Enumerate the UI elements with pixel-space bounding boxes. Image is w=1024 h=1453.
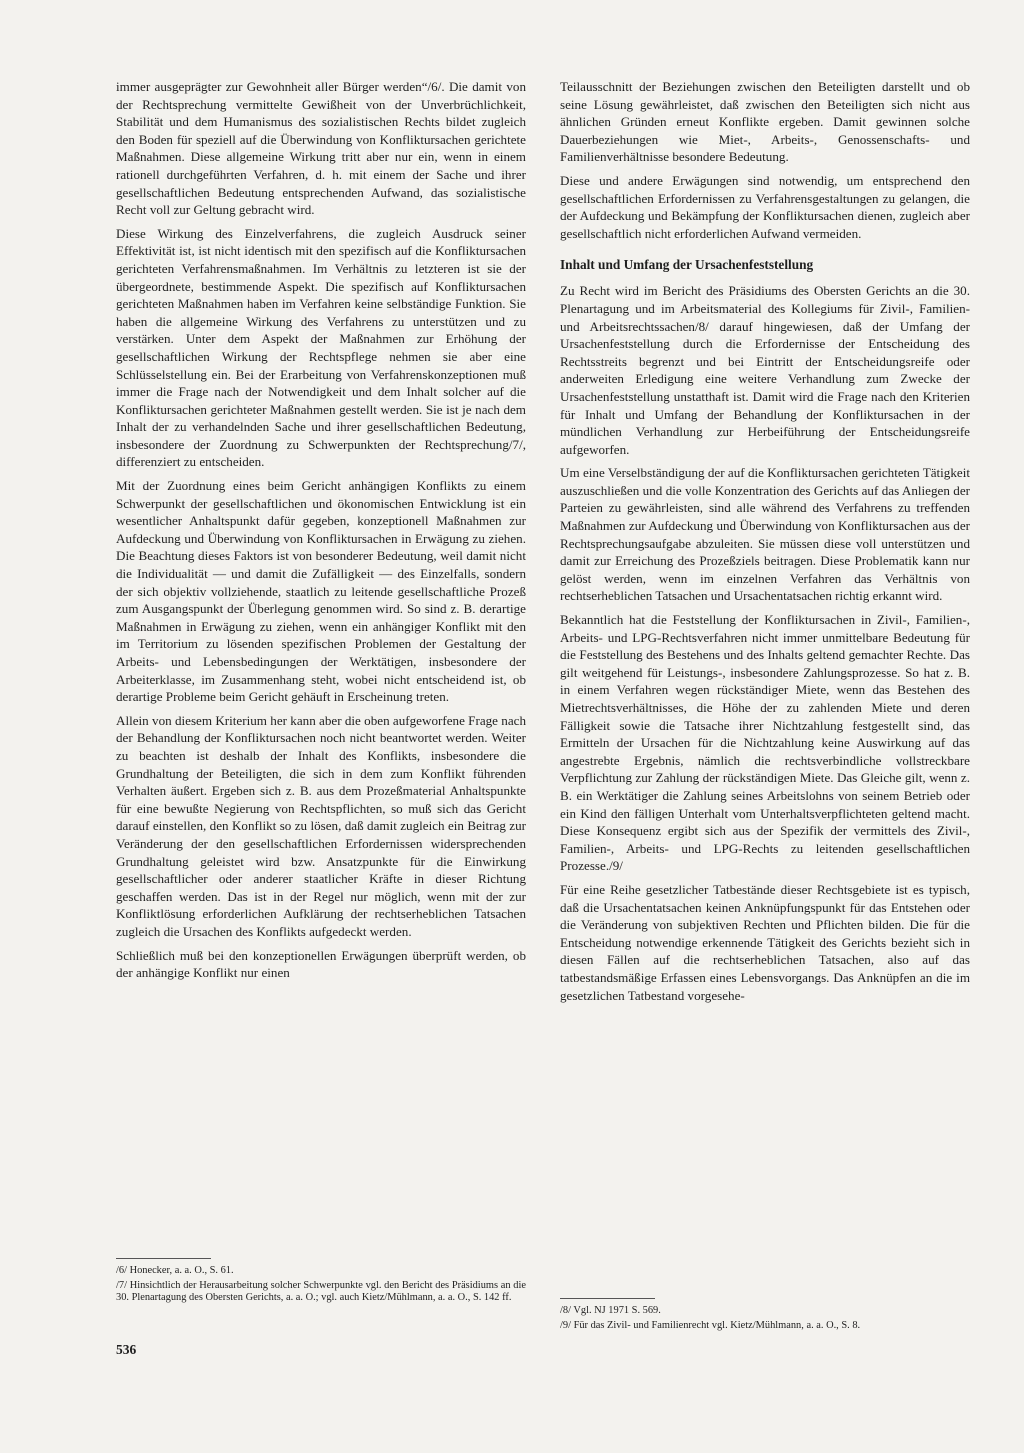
body-paragraph: Allein von diesem Kriterium her kann aber die oben aufgeworfene Frage nach der Behandlung der Konfliktursachen noch nicht beantwortet werden. Weiter zu beachten ist deshalb der Inhalt des Konflikts, insbesondere die Grundhaltung der Beteiligten, die sich in dem zum Konflikt führenden Verhalten äußert. Ergeben sich z. B. aus dem Prozeßmaterial Anhaltspunkte für eine bewußte Negierung von Rechtspflichten, so muß sich das Gericht darauf einstellen, den Konflikt so zu lösen, daß damit zugleich ein Beitrag zur Veränderung der den gesellschaftlichen Erfordernissen widersprechenden Grundhaltung geleistet wird bzw. Ansatzpunkte für die Einwirkung gesellschaftlicher oder anderer staatlicher Kräfte in dieser Richtung geschaffen werden. Das ist in der Regel nur möglich, wenn mit der zur Konfliktlösung erforderlichen Aufklärung der rechtserheblichen Tatsachen zugleich die Ursachen des Konflikts aufgedeckt werden. [116, 712, 526, 939]
page-number: 536 [116, 1342, 137, 1357]
footnote: /8/ Vgl. NJ 1971 S. 569. [560, 1305, 661, 1316]
body-paragraph: immer ausgeprägter zur Gewohnheit aller Bürger werden“/6/. Die damit von der Rechtsprechung vermittelte Gewißheit von der Unverbrüchlichkeit, Stabilität und dem Humanismus des sozialistischen Rechts bildet zugleich den Boden für speziell auf die Überwindung von Konfliktursachen gerichtete Maßnahmen. Diese allgemeine Wirkung tritt aber nur ein, wenn in einem rationell durchgeführten Verfahren, d. h. mit einem der Sache und ihrer gesellschaftlichen Bedeutung entsprechenden Aufwand, das sozialistische Recht voll zur Geltung gebracht wird. [116, 79, 526, 218]
footnote: /7/ Hinsichtlich der Herausarbeitung solcher Schwerpunkte vgl. den Bericht des Präsidiums an die 30. Plenartagung des Obersten Gerichts, a. a. O.; vgl. auch Kietz/Mühlmann, a. a. O., S. 142 ff. [116, 1279, 526, 1304]
left-column [116, 78, 526, 988]
footnotes-left [116, 1258, 526, 1307]
body-paragraph: Diese Wirkung des Einzelverfahrens, die zugleich Ausdruck seiner Effektivität ist, ist nicht identisch mit den spezifisch auf die Konfliktursachen gerichteten Verfahrensmaßnahmen. Im Verhältnis zu letzteren ist sie der übergeordnete, bestimmende Aspekt. Die spezifisch auf Konfliktursachen gerichteten Maßnahmen haben im Verfahren keine selbständige Funktion. Sie haben die allgemeine Wirkung des Verfahrens zu unterstützen und zu verstärken. Unter dem Aspekt der Maßnahmen zur Erhöhung der gesellschaftlichen Wirkung der Rechtspflege nehmen sie aber eine Schlüsselstellung ein. Bei der Erarbeitung von Verfahrenskonzeptionen muß immer die Frage nach der Notwendigkeit und dem Inhalt solcher auf die Konfliktursachen gerichteter Maßnahmen gestellt werden. Sie ist je nach dem Inhalt der zu verhandelnden Sache und ihrer gesellschaftlichen Bedeutung, insbesondere der Zuordnung zu Schwerpunkten der Rechtsprechung/7/, differenziert zu entscheiden. [116, 225, 526, 470]
body-paragraph: Diese und andere Erwägungen sind notwendig, um entsprechend den gesellschaftlichen Erfordernissen zu Verfahrensgestaltungen zu gelangen, die der Aufdeckung und Bekämpfung der Konfliktursachen dienen, zugleich aber gesellschaftlich nicht erforderlichen Aufwand vermeiden. [560, 172, 970, 241]
footnotes-right [560, 1298, 970, 1334]
right-column [560, 78, 970, 1010]
footnote: /6/ Honecker, a. a. O., S. 61. [116, 1265, 234, 1276]
footnote: /9/ Für das Zivil- und Familienrecht vgl. Kietz/Mühlmann, a. a. O., S. 8. [560, 1319, 861, 1331]
footnote-divider [116, 1258, 211, 1259]
section-heading: Inhalt und Umfang der Ursachenfeststellung [560, 257, 814, 273]
body-paragraph: Um eine Verselbständigung der auf die Konfliktursachen gerichteten Tätigkeit auszuschließen und die volle Konzentration des Gerichts auf das Anliegen der Parteien zu gewährleisten, sind alle während des Verfahrens zu treffenden Maßnahmen zur Aufdeckung und Überwindung von Konfliktursachen aus der Rechtsprechungsaufgabe abzuleiten. Sie müssen diese voll unterstützen und damit zur Erreichung des Prozeßziels beitragen. Diese Problematik kann nur gelöst werden, wenn im einzelnen Verfahren das Verhältnis von rechtserheblichen Tatsachen und Ursachentatsachen richtig erkannt wird. [560, 465, 970, 604]
body-paragraph: Schließlich muß bei den konzeptionellen Erwägungen überprüft werden, ob der anhängige Konflikt nur einen [116, 947, 526, 981]
body-paragraph: Mit der Zuordnung eines beim Gericht anhängigen Konflikts zu einem Schwerpunkt der gesellschaftlichen und ökonomischen Entwicklung ist ein wesentlicher Anhaltspunkt dafür gegeben, konzeptionell Maßnahmen zur Aufdeckung und Überwindung von Konfliktursachen in Erwägung zu ziehen. Die Beachtung dieses Faktors ist von besonderer Bedeutung, weil damit nicht die Individualität — und damit die Zufälligkeit — des Einzelfalls, sondern der sich objektiv vollziehende, staatlich zu leitende gesellschaftliche Prozeß zum Ausgangspunkt der Überlegung genommen wird. So sind z. B. derartige Maßnahmen in Erwägung zu ziehen, wenn ein anhängiger Konflikt mit den im Territorium zu lösenden spezifischen Problemen der Gestaltung der Arbeits- und Lebensbedingungen der Werktätigen, insbesondere der Arbeiterklasse, im Zusammenhang steht, wobei nicht entscheidend ist, ob derartige Probleme beim Gericht gehäuft in Erscheinung treten. [116, 478, 526, 705]
body-paragraph: Teilausschnitt der Beziehungen zwischen den Beteiligten darstellt und ob seine Lösung gewährleistet, daß zwischen den Beteiligten sich nicht aus ähnlichen Gründen erneut Konflikte ergeben. Damit gewinnen solche Dauerbeziehungen wie Miet-, Arbeits-, Genossenschafts- und Familienverhältnisse besondere Bedeutung. [560, 79, 970, 165]
body-paragraph: Zu Recht wird im Bericht des Präsidiums des Obersten Gerichts an die 30. Plenartagung und im Arbeitsmaterial des Kollegiums für Zivil-, Familien- und Arbeitsrechtssachen/8/ darauf hingewiesen, daß der Umfang der Ursachenfeststellung durch die Erfordernisse der Entscheidung des Rechtsstreits begrenzt und bei Eintritt der Entscheidungsreife oder anderweiten Erledigung eine weitere Verhandlung zum Zwecke der Ursachenfeststellung unstatthaft ist. Damit wird die Frage nach den Kriterien für Inhalt und Umfang der Behandlung der Konfliktursachen in der mündlichen Verhandlung zur Herbeiführung der Entscheidungsreife aufgeworfen. [560, 283, 970, 457]
body-paragraph: Bekanntlich hat die Feststellung der Konfliktursachen in Zivil-, Familien-, Arbeits- und LPG-Rechtsverfahren nicht immer unmittelbare Bedeutung für die Feststellung des Bestehens und des Inhalts geltend gemachter Rechte. Das gilt weitgehend für Leistungs-, insbesondere Zahlungsprozesse. So hat z. B. in einem Verfahren wegen rückständiger Miete, wenn das Bestehen des Mietrechtsverhältnisses, die Höhe der zu zahlenden Miete und deren Fälligkeit sowie die Tatsache ihrer Nichtzahlung festgestellt sind, das Ermitteln der Ursachen für die Nichtzahlung keine Auswirkung auf das angestrebte Ergebnis, nämlich die rechtsverbindliche vollstreckbare Verpflichtung zur Zahlung der rückständigen Miete. Das Gleiche gilt, wenn z. B. ein Werktätiger die Zahlung seines Arbeitslohns von seinem Betrieb oder ein Kind den fälligen Unterhalt vom Unterhaltsverpflichteten geltend macht. Diese Konsequenz ergibt sich aus der Spezifik der vermittels des Zivil-, Familien-, Arbeits- und LPG-Rechts zu leitenden gesellschaftlichen Prozesse./9/ [560, 612, 970, 874]
body-paragraph: Für eine Reihe gesetzlicher Tatbestände dieser Rechtsgebiete ist es typisch, daß die Ursachentatsachen keinen Anknüpfungspunkt für das Entstehen oder die Veränderung von subjektiven Rechten und Pflichten bilden. Die für die Entscheidung notwendige erkennende Tätigkeit des Gerichts bezieht sich in diesen Fällen auf die rechtserheblichen Tatsachen, also auf das tatbestandsmäßige Erfassen eines Lebensvorgangs. Das Anknüpfen an die im gesetzlichen Tatbestand vorgesehe- [560, 881, 970, 1003]
footnote-divider [560, 1298, 655, 1299]
